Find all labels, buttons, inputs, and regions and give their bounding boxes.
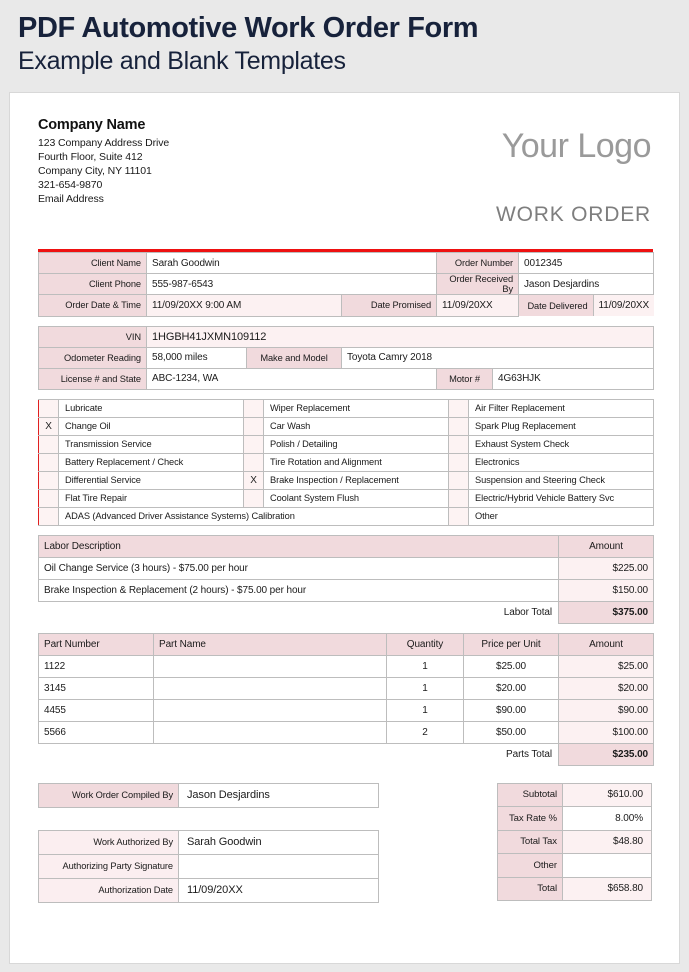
part-price[interactable]: $25.00 xyxy=(464,655,559,677)
parts-total-label: Parts Total xyxy=(506,748,552,760)
signoff-and-totals xyxy=(38,783,653,909)
service-checkbox[interactable] xyxy=(449,417,469,435)
service-label: Electronics xyxy=(469,453,654,471)
table-row xyxy=(498,783,652,807)
part-number[interactable]: 5566 xyxy=(39,721,154,743)
service-row xyxy=(39,507,654,525)
order-received-by-label: Order Received By xyxy=(437,274,519,295)
table-row xyxy=(39,295,654,317)
page-title: PDF Automotive Work Order Form xyxy=(18,12,479,44)
subtotal-value: $610.00 xyxy=(563,783,652,807)
part-price[interactable]: $90.00 xyxy=(464,699,559,721)
order-number-label: Order Number xyxy=(437,253,519,274)
table-row xyxy=(39,699,654,721)
service-checkbox[interactable] xyxy=(39,489,59,507)
part-number[interactable]: 4455 xyxy=(39,699,154,721)
service-label: Transmission Service xyxy=(59,435,244,453)
client-phone-label: Client Phone xyxy=(39,274,147,295)
letterhead xyxy=(38,117,653,249)
part-quantity[interactable]: 1 xyxy=(387,699,464,721)
part-quantity[interactable]: 1 xyxy=(387,677,464,699)
table-row xyxy=(39,677,654,699)
quantity-header: Quantity xyxy=(387,633,464,655)
service-checkbox[interactable] xyxy=(449,471,469,489)
table-row xyxy=(39,783,379,807)
other-total-value[interactable] xyxy=(563,854,652,878)
table-row xyxy=(39,557,654,579)
service-checkbox[interactable]: X xyxy=(244,471,264,489)
document-sheet xyxy=(9,92,680,964)
service-label: Car Wash xyxy=(264,417,449,435)
part-quantity[interactable]: 1 xyxy=(387,655,464,677)
order-number-value[interactable]: 0012345 xyxy=(519,253,654,274)
address-line: 123 Company Address Drive xyxy=(38,137,170,149)
date-promised-value[interactable]: 11/09/20XX xyxy=(437,295,519,317)
other-total-label: Other xyxy=(498,854,563,878)
service-checkbox[interactable] xyxy=(39,453,59,471)
part-amount[interactable]: $25.00 xyxy=(559,655,654,677)
service-label: Differential Service xyxy=(59,471,244,489)
authorization-table xyxy=(38,830,379,903)
license-label: License # and State xyxy=(39,368,147,389)
company-name: Company Name xyxy=(38,117,146,133)
part-price[interactable]: $50.00 xyxy=(464,721,559,743)
page-subtitle: Example and Blank Templates xyxy=(18,47,346,76)
company-phone: 321-654-9870 xyxy=(38,178,103,191)
part-number-header: Part Number xyxy=(39,633,154,655)
part-quantity[interactable]: 2 xyxy=(387,721,464,743)
labor-amount[interactable]: $150.00 xyxy=(559,579,654,601)
authorization-date-value[interactable]: 11/09/20XX xyxy=(179,878,379,902)
part-name[interactable] xyxy=(154,677,387,699)
table-header-row xyxy=(39,633,654,655)
compiled-by-label: Work Order Compiled By xyxy=(39,783,179,807)
parts-amount-header: Amount xyxy=(559,633,654,655)
other-service-checkbox[interactable] xyxy=(449,507,469,525)
service-label: Spark Plug Replacement xyxy=(469,417,654,435)
date-promised-label: Date Promised xyxy=(342,295,437,317)
service-row xyxy=(39,471,654,489)
labor-table xyxy=(38,535,654,624)
service-label: Air Filter Replacement xyxy=(469,399,654,417)
compiled-by-table xyxy=(38,783,379,808)
grand-total-value: $658.80 xyxy=(563,877,652,901)
order-info-table xyxy=(38,252,654,317)
vehicle-info-table xyxy=(38,326,654,390)
service-label: Tire Rotation and Alignment xyxy=(264,453,449,471)
service-checkbox[interactable] xyxy=(244,417,264,435)
services-rows xyxy=(39,399,654,525)
part-amount[interactable]: $90.00 xyxy=(559,699,654,721)
service-label: Change Oil xyxy=(59,417,244,435)
table-row xyxy=(39,878,379,902)
table-row xyxy=(39,253,654,274)
odometer-value[interactable]: 58,000 miles xyxy=(147,347,247,368)
table-row xyxy=(498,830,652,854)
service-label: Exhaust System Check xyxy=(469,435,654,453)
order-date-time-label: Order Date & Time xyxy=(39,295,147,317)
service-row xyxy=(39,417,654,435)
date-delivered-value[interactable]: 11/09/20XX xyxy=(593,295,654,316)
signature-value[interactable] xyxy=(179,854,379,878)
table-row xyxy=(39,830,379,854)
parts-total-value: $235.00 xyxy=(559,743,654,765)
services-checklist-table xyxy=(38,399,654,526)
service-checkbox[interactable] xyxy=(39,399,59,417)
table-row xyxy=(39,347,654,368)
labor-description[interactable]: Brake Inspection & Replacement (2 hours) - $75.00 per hour xyxy=(39,579,559,601)
table-row xyxy=(498,877,652,901)
part-name[interactable] xyxy=(154,655,387,677)
client-name-label: Client Name xyxy=(39,253,147,274)
service-row xyxy=(39,489,654,507)
labor-total-value: $375.00 xyxy=(559,601,654,623)
service-checkbox[interactable] xyxy=(449,399,469,417)
part-number[interactable]: 3145 xyxy=(39,677,154,699)
table-row xyxy=(39,854,379,878)
subtotal-label: Subtotal xyxy=(498,783,563,807)
service-label: Brake Inspection / Replacement xyxy=(264,471,449,489)
address-line: Company City, NY 11101 xyxy=(38,164,152,177)
service-label: Flat Tire Repair xyxy=(59,489,244,507)
client-phone-value[interactable]: 555-987-6543 xyxy=(147,274,437,295)
service-label: Battery Replacement / Check xyxy=(59,453,244,471)
tax-rate-value[interactable]: 8.00% xyxy=(563,807,652,831)
labor-amount-header: Amount xyxy=(559,535,654,557)
license-value[interactable]: ABC-1234, WA xyxy=(147,368,437,389)
spacer-cell xyxy=(519,295,654,317)
part-price[interactable]: $20.00 xyxy=(464,677,559,699)
compiled-by-value[interactable]: Jason Desjardins xyxy=(179,783,379,807)
service-checkbox[interactable] xyxy=(449,453,469,471)
service-checkbox[interactable] xyxy=(449,489,469,507)
other-service-label: Other xyxy=(469,507,654,525)
service-row xyxy=(39,399,654,417)
address-line: Fourth Floor, Suite 412 xyxy=(38,150,143,163)
odometer-label: Odometer Reading xyxy=(39,347,147,368)
labor-description-header: Labor Description xyxy=(39,535,559,557)
table-row xyxy=(39,721,654,743)
signature-label: Authorizing Party Signature xyxy=(39,854,179,878)
client-name-value[interactable]: Sarah Goodwin xyxy=(147,253,437,274)
service-label: Wiper Replacement xyxy=(264,399,449,417)
service-label: Coolant System Flush xyxy=(264,489,449,507)
table-row xyxy=(39,326,654,347)
date-delivered-label: Date Delivered xyxy=(519,295,593,316)
service-row xyxy=(39,453,654,471)
service-checkbox[interactable] xyxy=(244,453,264,471)
table-row xyxy=(498,807,652,831)
service-checkbox[interactable] xyxy=(244,435,264,453)
part-name-header: Part Name xyxy=(154,633,387,655)
service-row xyxy=(39,435,654,453)
table-header-row xyxy=(39,535,654,557)
part-amount[interactable]: $100.00 xyxy=(559,721,654,743)
vin-value[interactable]: 1HGBH41JXMN109112 xyxy=(147,326,654,347)
order-date-time-value[interactable]: 11/09/20XX 9:00 AM xyxy=(147,295,342,317)
table-row xyxy=(498,854,652,878)
labor-amount[interactable]: $225.00 xyxy=(559,557,654,579)
make-model-label: Make and Model xyxy=(247,347,342,368)
adas-label: ADAS (Advanced Driver Assistance Systems) Calibration xyxy=(59,507,449,525)
parts-table xyxy=(38,633,654,766)
labor-description[interactable]: Oil Change Service (3 hours) - $75.00 per hour xyxy=(39,557,559,579)
totals-table xyxy=(497,783,652,902)
service-label: Polish / Detailing xyxy=(264,435,449,453)
part-name[interactable] xyxy=(154,699,387,721)
service-label: Electric/Hybrid Vehicle Battery Svc xyxy=(469,489,654,507)
table-row xyxy=(39,579,654,601)
logo-placeholder: Your Logo xyxy=(501,127,651,165)
page-banner xyxy=(0,0,689,82)
company-email: Email Address xyxy=(38,192,104,205)
order-received-by-value[interactable]: Jason Desjardins xyxy=(519,274,654,295)
service-label: Suspension and Steering Check xyxy=(469,471,654,489)
vin-label: VIN xyxy=(39,326,147,347)
make-model-value[interactable]: Toyota Camry 2018 xyxy=(342,347,654,368)
table-row xyxy=(39,655,654,677)
total-tax-label: Total Tax xyxy=(498,830,563,854)
labor-total-label: Labor Total xyxy=(503,606,552,618)
motor-label: Motor # xyxy=(437,368,493,389)
grand-total-label: Total xyxy=(498,877,563,901)
service-label: Lubricate xyxy=(59,399,244,417)
service-checkbox[interactable] xyxy=(244,399,264,417)
authorization-date-label: Authorization Date xyxy=(39,878,179,902)
authorized-by-value[interactable]: Sarah Goodwin xyxy=(179,830,379,854)
total-tax-value: $48.80 xyxy=(563,830,652,854)
part-amount[interactable]: $20.00 xyxy=(559,677,654,699)
table-row xyxy=(39,274,654,295)
service-checkbox[interactable] xyxy=(244,489,264,507)
service-checkbox[interactable] xyxy=(449,435,469,453)
tax-rate-label: Tax Rate % xyxy=(498,807,563,831)
service-checkbox[interactable] xyxy=(39,435,59,453)
authorized-by-label: Work Authorized By xyxy=(39,830,179,854)
adas-checkbox[interactable] xyxy=(39,507,59,525)
service-checkbox[interactable] xyxy=(39,471,59,489)
price-per-unit-header: Price per Unit xyxy=(464,633,559,655)
document-title: WORK ORDER xyxy=(496,203,651,226)
part-number[interactable]: 1122 xyxy=(39,655,154,677)
service-checkbox[interactable]: X xyxy=(39,417,59,435)
parts-total-row xyxy=(39,743,654,765)
part-name[interactable] xyxy=(154,721,387,743)
table-row xyxy=(39,368,654,389)
motor-value[interactable]: 4G63HJK xyxy=(493,368,654,389)
labor-total-row xyxy=(39,601,654,623)
